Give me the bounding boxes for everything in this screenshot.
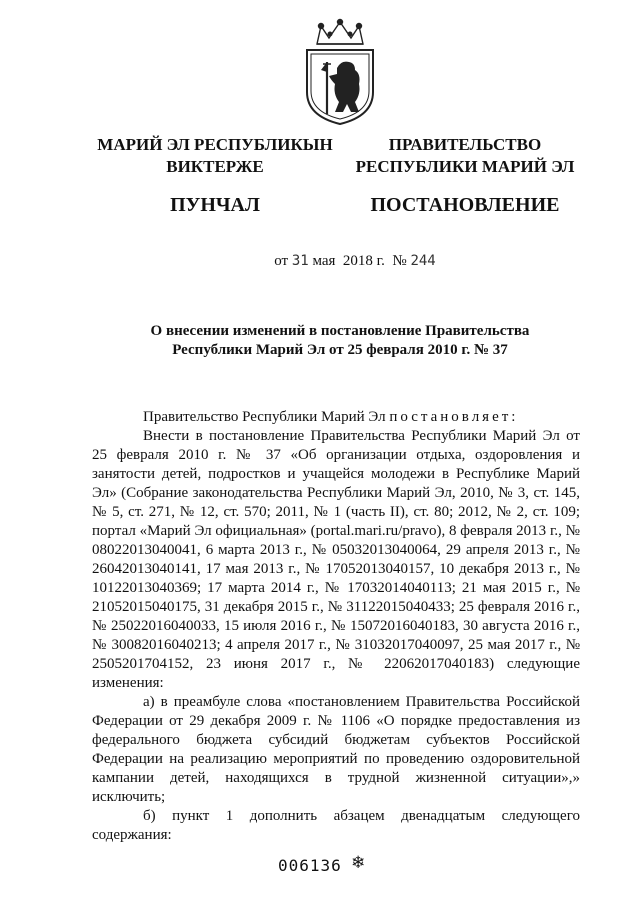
header-right-line1: ПРАВИТЕЛЬСТВО bbox=[388, 135, 542, 154]
decree-date-line bbox=[0, 253, 640, 270]
intro-paragraph bbox=[92, 408, 580, 427]
header-left-doc-type: ПУНЧАЛ bbox=[170, 194, 260, 216]
serial-number: 006136 bbox=[278, 856, 342, 875]
header-right-block bbox=[340, 134, 590, 218]
header-right-doc-type: ПОСТАНОВЛЕНИЕ bbox=[370, 194, 560, 216]
paragraph-b: б) пункт 1 дополнить абзацем двенадцатым следующего содержания: bbox=[92, 808, 580, 843]
title-line1: О внесении изменений в постановление Правительства bbox=[150, 323, 530, 339]
coat-of-arms-emblem bbox=[297, 18, 383, 126]
date-month-year: мая 2018 г. № bbox=[312, 253, 407, 269]
header-left-line2: ВИКТЕРЖЕ bbox=[166, 157, 264, 176]
intro-verb: постановляет: bbox=[389, 409, 519, 425]
header-left-block bbox=[90, 134, 340, 218]
decree-number: 244 bbox=[410, 253, 436, 269]
date-day: 31 bbox=[291, 253, 309, 269]
intro-text: Правительство Республики Марий Эл bbox=[143, 409, 390, 425]
header-left-line1: МАРИЙ ЭЛ РЕСПУБЛИКЫН bbox=[97, 135, 333, 154]
date-prefix: от bbox=[274, 253, 289, 269]
paragraph-a: а) в преамбуле слова «постановлением Правительства Российской Федерации от 29 декабря 2009 г. № 1106 «О порядке предоставления из федерального бюджета субсидий бюджетам субъектов Российской Федерации на реализацию мероприятий по проведению оздоровительной кампании детей, находящихся в трудной жизненной ситуации»,» исключить; bbox=[92, 694, 580, 805]
paragraph-main: Внести в постановление Правительства Республики Марий Эл от 25 февраля 2010 г. № 37 «Об организации отдыха, оздоровления и занятости детей, подростков и учащейся молодежи в Республике Марий Эл» (Собрание законодательства Республики Марий Эл, 2010, № 3, ст. 145, № 5, ст. 271, № 12, ст. 570; 2011, № 1 (часть II), ст. 80; 2012, № 2, ст. 109; портал «Марий Эл официальная» (portal.mari.ru/pravo), 8 февраля 2013 г., № 08022013040041, 6 марта 2013 г., № 05032013040064, 29 апреля 2013 г., № 26042013040141, 17 мая 2013 г., № 17052013040157, 10 декабря 2013 г., № 10122013040369; 17 марта 2014 г., № 17032014040113; 21 мая 2015 г., № 21052015040175, 31 декабря 2015 г., № 31122015040433; 25 февраля 2016 г., № 25022016040033, 15 июля 2016 г., № 15072016040183, 30 августа 2016 г., № 30082016040213; 4 апреля 2017 г., № 31032017040097, 25 мая 2017 г., № 2505201704152, 23 июня 2017 г., № 22062017040183) следующие изменения: bbox=[92, 428, 580, 691]
header-right-line2: РЕСПУБЛИКИ МАРИЙ ЭЛ bbox=[355, 157, 575, 176]
title-line2: Республики Марий Эл от 25 февраля 2010 г. № 37 bbox=[172, 342, 508, 358]
snowflake-icon: ❄ bbox=[351, 853, 366, 872]
decree-title bbox=[90, 322, 590, 360]
decree-body bbox=[92, 408, 580, 845]
